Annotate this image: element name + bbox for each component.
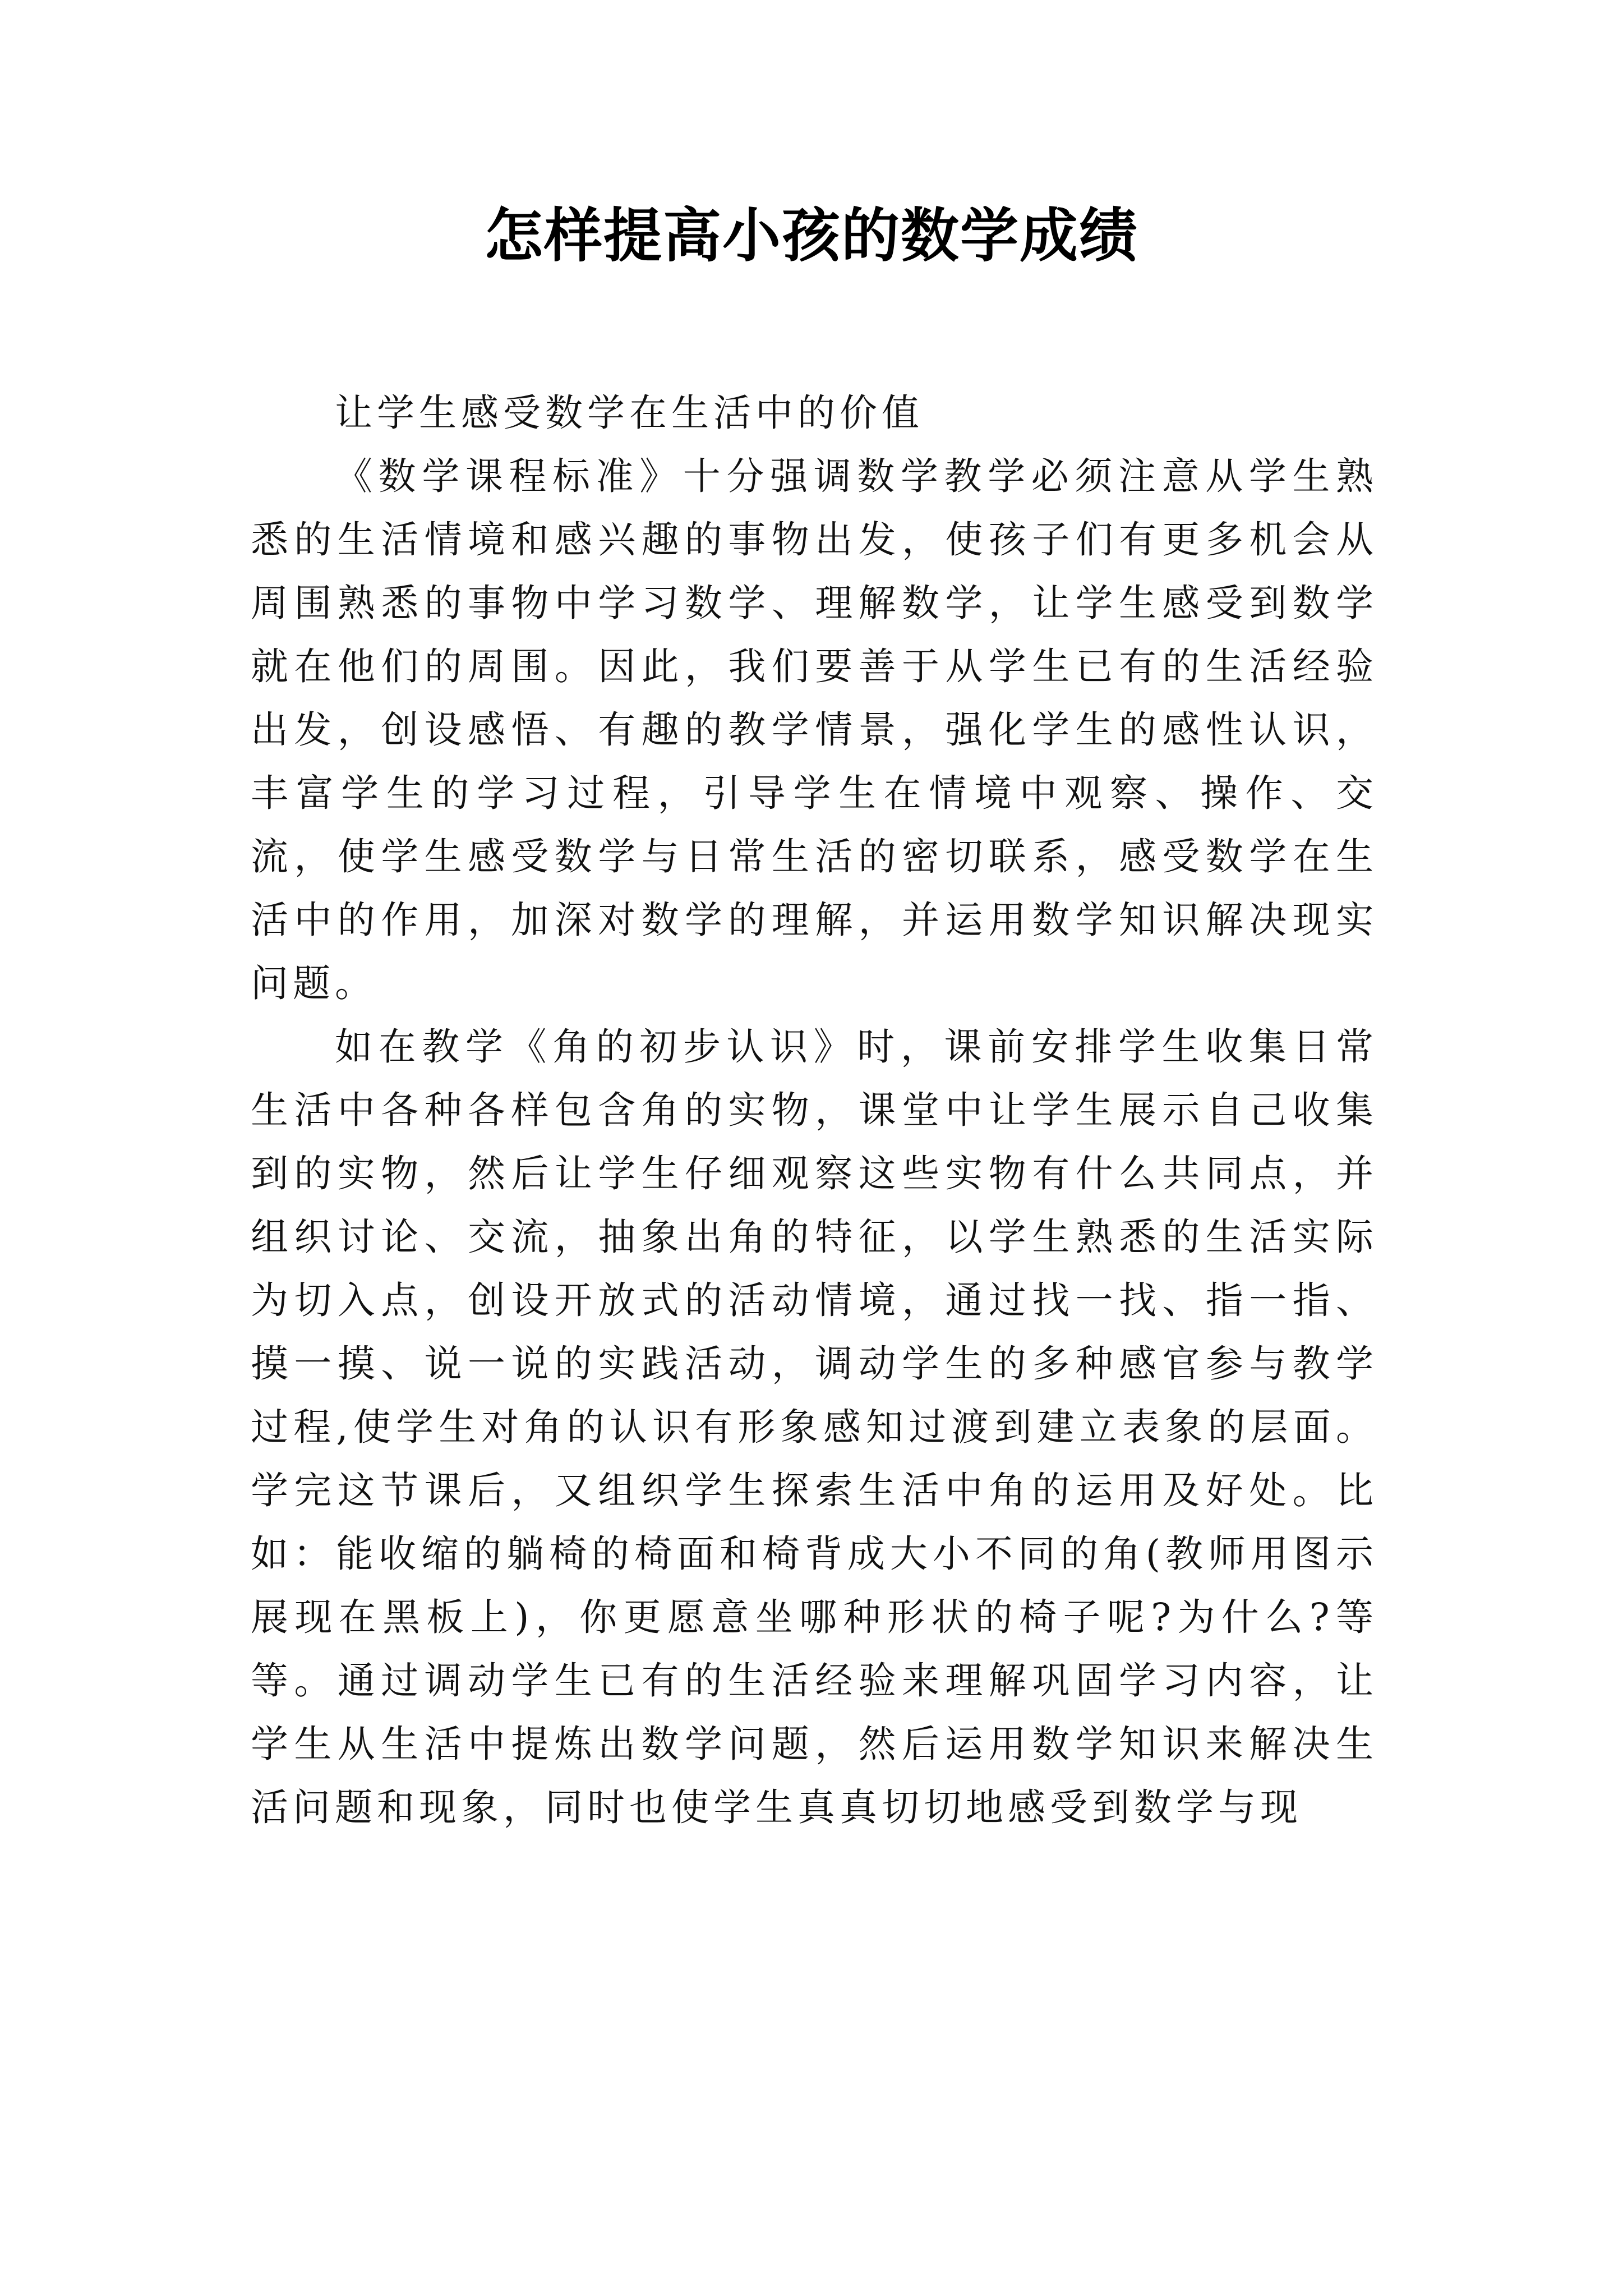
paragraph-angle-lesson-example: 如在教学《角的初步认识》时，课前安排学生收集日常生活中各种各样包含角的实物，课堂中让学生展示自己收集到的实物，然后让学生仔细观察这些实物有什么共同点，并组织讨论、交流，抽象出角的特征，以学生熟悉的生活实际为切入点，创设开放式的活动情境，通过找一找、指一指、摸一摸、说一说的实践活动，调动学生的多种感官参与教学过程,使学生对角的认识有形象感知过渡到建立表象的层面。学完这节课后，又组织学生探索生活中角的运用及好处。比如：能收缩的躺椅的椅面和椅背成大小不同的角(教师用图示展现在黑板上)，你更愿意坐哪种形状的椅子呢?为什么?等等。通过调动学生已有的生活经验来理解巩固学习内容，让学生从生活中提炼出数学问题，然后运用数学知识来解决生活问题和现象，同时也使学生真真切切地感受到数学与现 bbox=[251, 1025, 1378, 1829]
paragraph-section-heading: 让学生感受数学在生活中的价值 bbox=[335, 391, 924, 435]
document-title: 怎样提高小孩的数学成绩 bbox=[484, 201, 1138, 270]
document-body bbox=[251, 381, 1378, 1839]
paragraph-curriculum-standard: 《数学课程标准》十分强调数学教学必须注意从学生熟悉的生活情境和感兴趣的事物出发，使孩子们有更多机会从周围熟悉的事物中学习数学、理解数学，让学生感受到数学就在他们的周围。因此，我们要善于从学生已有的生活经验出发，创设感悟、有趣的教学情景，强化学生的感性认识，丰富学生的学习过程，引导学生在情境中观察、操作、交流，使学生感受数学与日常生活的密切联系，感受数学在生活中的作用，加深对数学的理解，并运用数学知识解决现实问题。 bbox=[251, 454, 1378, 1005]
